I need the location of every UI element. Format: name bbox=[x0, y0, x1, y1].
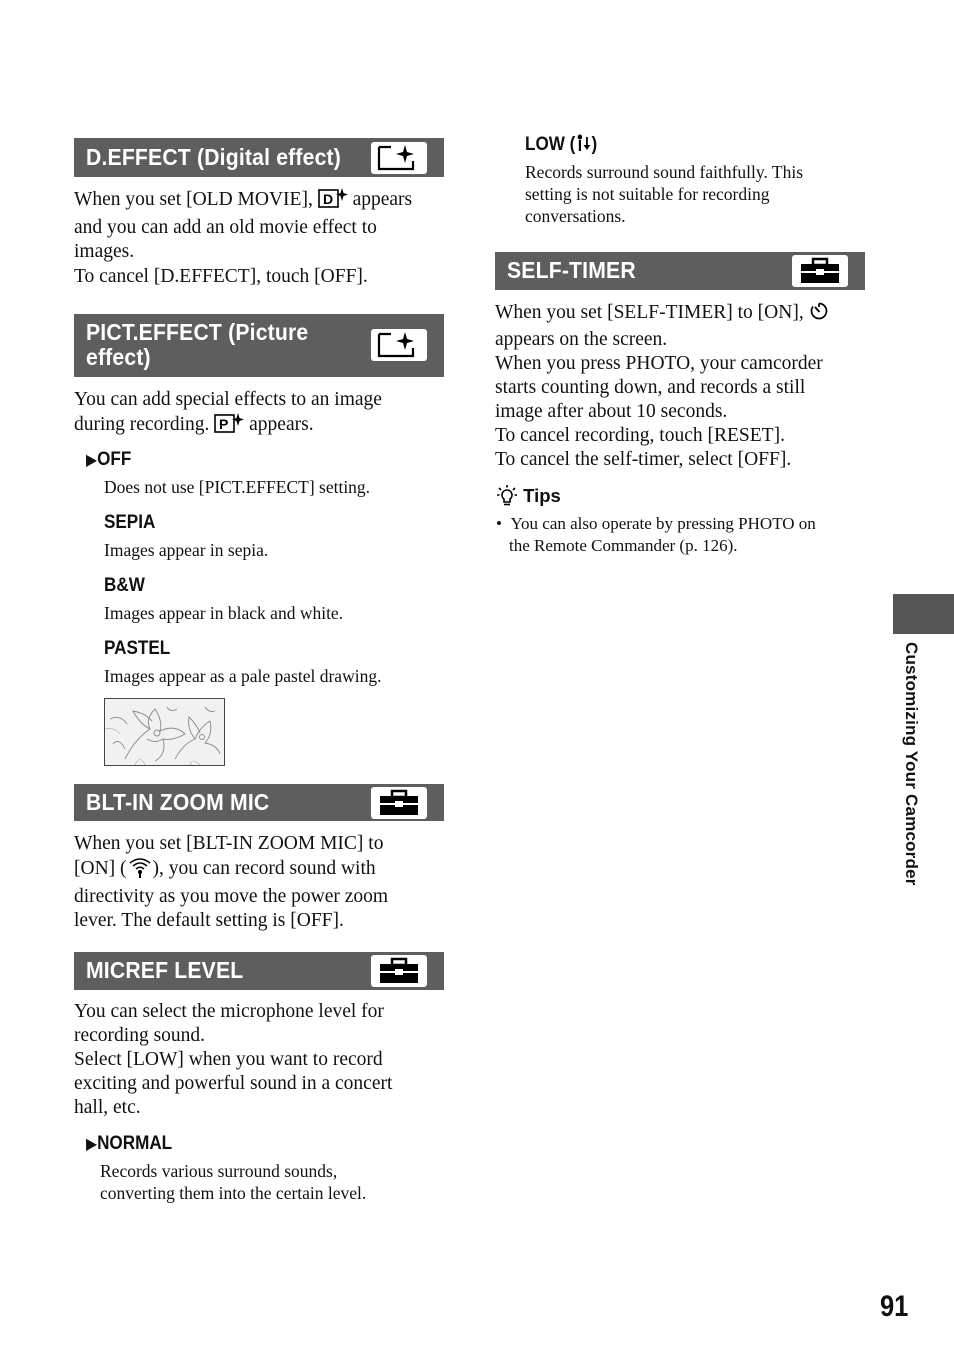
pict-option-off-desc: Does not use [PICT.EFFECT] setting. bbox=[104, 477, 371, 497]
micref-option-low-desc: Records surround sound faithfully. This setting is not suitable for recording conversations. bbox=[525, 162, 804, 226]
tips-heading bbox=[496, 484, 561, 511]
micref-option-low: LOW ( ) bbox=[525, 133, 597, 159]
selftimer-title: SELF-TIMER bbox=[507, 257, 636, 283]
toolbox-icon bbox=[792, 255, 848, 287]
zoommic-header bbox=[74, 784, 444, 821]
svg-text:D: D bbox=[322, 191, 333, 207]
deffect-title: D.EFFECT (Digital effect) bbox=[86, 144, 341, 170]
pict-option-bw-desc: Images appear in black and white. bbox=[104, 603, 344, 623]
digital-effect-icon bbox=[371, 142, 427, 174]
micref-option-normal: ▶NORMAL bbox=[86, 1133, 173, 1154]
pict-option-bw: B&W bbox=[104, 575, 145, 596]
deffect-cancel: To cancel [D.EFFECT], touch [OFF]. bbox=[74, 266, 368, 287]
deffect-header bbox=[74, 138, 444, 177]
bullet: • bbox=[496, 514, 502, 533]
section-tab-marker bbox=[893, 594, 954, 634]
self-timer-icon bbox=[809, 301, 829, 328]
pict-option-sepia: SEPIA bbox=[104, 512, 156, 533]
pict-option-pastel-desc: Images appear as a pale pastel drawing. bbox=[104, 666, 382, 686]
deffect-body: When you set [OLD MOVIE], D appears and you can add an old movie effect to images. bbox=[74, 189, 413, 262]
zoommic-title: BLT-IN ZOOM MIC bbox=[86, 789, 270, 815]
pastel-sample-image bbox=[104, 698, 225, 766]
page-number: 91 bbox=[880, 1290, 909, 1323]
zoom-mic-icon bbox=[127, 856, 153, 885]
mic-low-icon bbox=[575, 133, 591, 159]
pict-option-pastel: PASTEL bbox=[104, 638, 171, 659]
default-marker-icon: ▶ bbox=[86, 452, 98, 469]
pict-title-1: PICT.EFFECT (Picture bbox=[86, 319, 309, 345]
micref-header bbox=[74, 952, 444, 990]
pict-title-2: effect) bbox=[86, 344, 151, 370]
pict-option-sepia-desc: Images appear in sepia. bbox=[104, 540, 269, 560]
toolbox-icon bbox=[371, 787, 427, 819]
default-marker-icon: ▶ bbox=[86, 1136, 98, 1153]
zoommic-body: When you set [BLT-IN ZOOM MIC] to [ON] ( ), you can record sound with directivity as you move the power zoom lever. The default setting is [OFF]. bbox=[74, 833, 389, 931]
micref-title: MICREF LEVEL bbox=[86, 957, 244, 983]
micref-option-normal-desc: Records various surround sounds, converting them into the certain level. bbox=[100, 1161, 367, 1203]
selftimer-header bbox=[495, 252, 865, 290]
picture-effect-icon bbox=[214, 412, 244, 441]
old-movie-icon bbox=[318, 187, 348, 216]
pict-body: You can add special effects to an image during recording. P appears. bbox=[74, 388, 454, 441]
micref-body: You can select the microphone level for recording sound. Select [LOW] when you want to record exciting and powerful sound in a concert hall, etc. bbox=[74, 1001, 393, 1118]
digital-effect-icon bbox=[371, 329, 427, 361]
pict-option-off: ▶OFF bbox=[86, 449, 132, 470]
section-side-label: Customizing Your Camcorder bbox=[902, 642, 921, 886]
lightbulb-icon bbox=[496, 484, 518, 511]
tips-title: Tips bbox=[523, 485, 561, 506]
toolbox-icon bbox=[371, 955, 427, 987]
svg-text:P: P bbox=[219, 416, 229, 432]
tips-item: • You can also operate by pressing PHOTO on the Remote Commander (p. 126). bbox=[496, 514, 816, 555]
pict-header bbox=[74, 314, 444, 377]
selftimer-body: When you set [SELF-TIMER] to [ON], appears on the screen. When you press PHOTO, your camcorder starts counting down, and records a still image after about 10 seconds. To cancel recording, touch [RESET]. To cancel the self-timer, select [OFF]. bbox=[495, 301, 875, 472]
